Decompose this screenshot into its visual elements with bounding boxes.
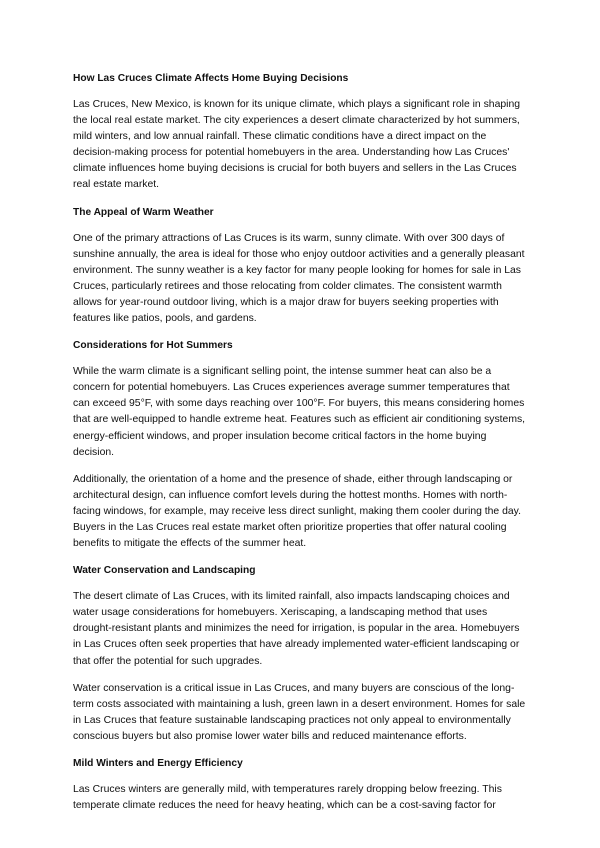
intro-paragraph: Las Cruces, New Mexico, is known for its unique climate, which plays a significant role in shaping the local real estate market. The city experiences a desert climate characterized by hot summers, mild winters, and low annual rainfall. These climatic conditions have a direct impact on the decision-making process for potential homebuyers in the area. Understanding how Las Cruces' climate influences home buying decisions is crucial for both buyers and sellers in the Las Cruces real estate market.: [73, 99, 521, 191]
section-paragraph: Additionally, the orientation of a home and the presence of shade, either through landscaping or architectural design, can influence comfort levels during the hottest months. Homes with north-facing windows, for example, may receive less direct sunlight, making them cooler during the day. Buyers in the Las Cruces real estate market often prioritize properties that offer natural cooling benefits to mitigate the effects of the summer heat.: [73, 473, 521, 550]
section-paragraph: While the warm climate is a significant selling point, the intense summer heat can also be a concern for potential homebuyers. Las Cruces experiences average summer temperatures that can exceed 95°F, with some days reaching over 100°F. For buyers, this means considering homes that are well-equipped to handle extreme heat. Features such as efficient air conditioning systems, energy-efficient windows, and proper insulation become critical factors in the home buying decision.: [73, 366, 526, 458]
section-heading-mild-winters: Mild Winters and Energy Efficiency: [73, 758, 243, 769]
section-paragraph: The desert climate of Las Cruces, with its limited rainfall, also impacts landscaping choices and water usage considerations for homebuyers. Xeriscaping, a landscaping method that uses drought-resistant plants and minimizes the need for irrigation, is popular in the area. Homebuyers in Las Cruces often seek properties that have already implemented water-efficient landscaping or that offer the potential for such upgrades.: [73, 591, 520, 667]
document-title: How Las Cruces Climate Affects Home Buying Decisions: [73, 73, 349, 84]
document-page: [73, 71, 528, 814]
section-paragraph: One of the primary attractions of Las Cruces is its warm, sunny climate. With over 300 days of sunshine annually, the area is ideal for those who enjoy outdoor activities and a generally pleasant environment. The sunny weather is a key factor for many people looking for homes for sale in Las Cruces, particularly retirees and those relocating from colder climates. The consistent warmth allows for year-round outdoor living, which is a major draw for buyers seeking properties with features like patios, pools, and gardens.: [73, 232, 525, 325]
section-heading-water-conservation: Water Conservation and Landscaping: [73, 565, 256, 577]
section-heading-warm-weather: The Appeal of Warm Weather: [73, 206, 214, 218]
section-paragraph: Las Cruces winters are generally mild, with temperatures rarely dropping below freezing. This temperate climate reduces the need for heavy heating, which can be a cost-saving factor for: [73, 784, 502, 812]
section-heading-hot-summers: Considerations for Hot Summers: [73, 340, 233, 352]
section-paragraph: Water conservation is a critical issue in Las Cruces, and many buyers are conscious of the long-term costs associated with maintaining a lush, green lawn in a desert environment. Homes for sale in Las Cruces that feature sustainable landscaping practices not only appeal to environmentally conscious buyers but also promise lower water bills and reduced maintenance efforts.: [73, 682, 526, 742]
